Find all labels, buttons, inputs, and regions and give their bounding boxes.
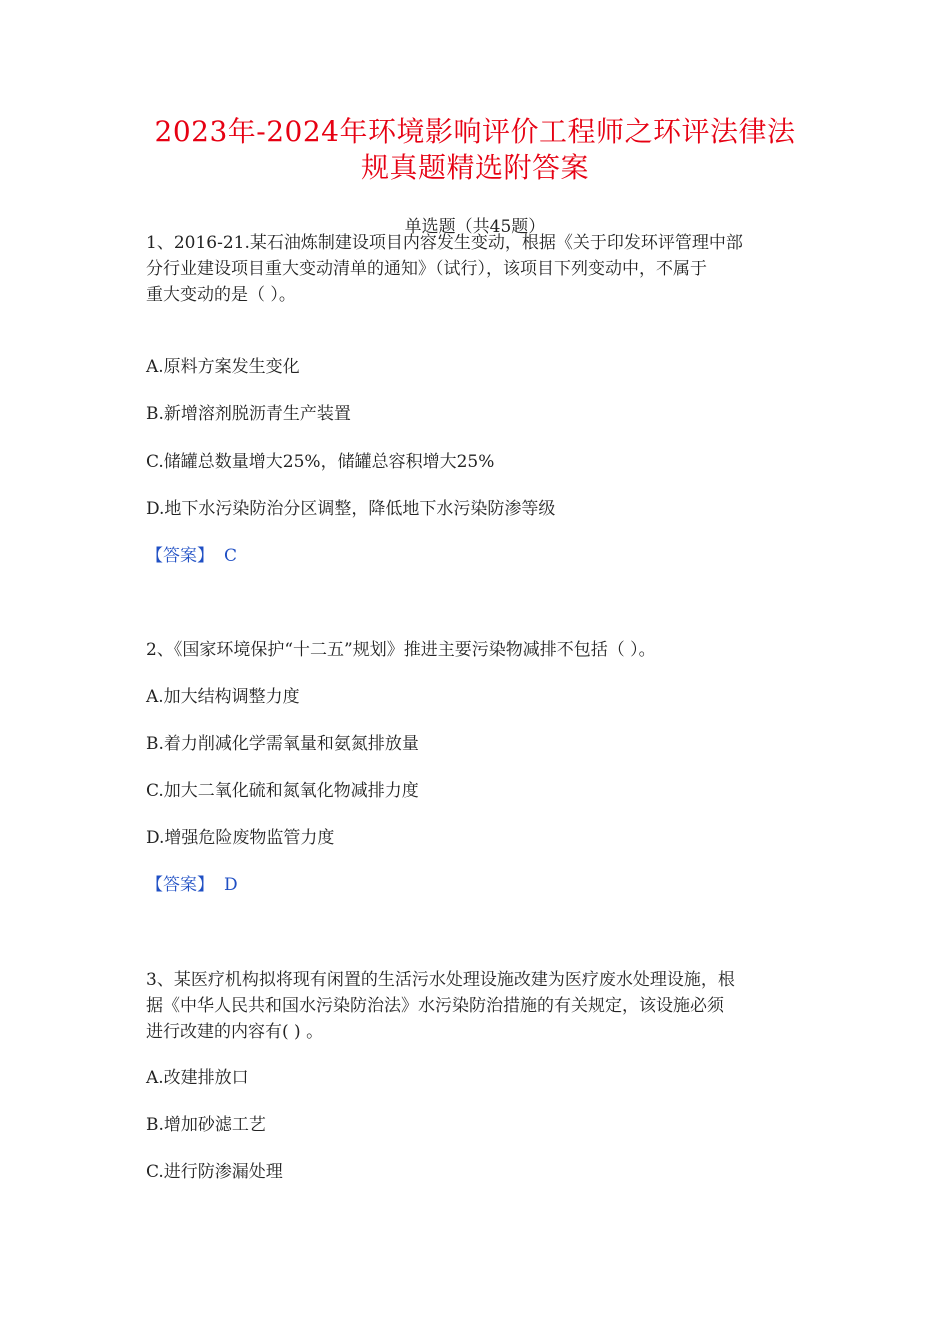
question-2-option-d: D.增强危险废物监管力度 <box>146 828 335 848</box>
question-3-option-a: A.改建排放口 <box>146 1068 249 1088</box>
question-1-option-b: B.新增溶剂脱沥青生产装置 <box>146 404 351 424</box>
question-2-option-a: A.加大结构调整力度 <box>146 687 300 707</box>
question-2-option-b: B.着力削减化学需氧量和氨氮排放量 <box>146 734 419 754</box>
question-1-stem-line-1: 1、2016-21.某石油炼制建设项目内容发生变动，根据《关于印发环评管理中部 <box>146 233 743 253</box>
question-1-option-c: C.储罐总数量增大25%，储罐总容积增大25% <box>146 452 495 472</box>
question-1-answer <box>146 543 846 569</box>
question-1-stem-line-2: 分行业建设项目重大变动清单的通知》（试行），该项目下列变动中，不属于 <box>146 259 707 279</box>
question-2-option-c: C.加大二氧化硫和氮氧化物减排力度 <box>146 781 419 801</box>
question-2-stem-line-1: 2、《国家环境保护“十二五”规划》推进主要污染物减排不包括（ ）。 <box>146 640 656 660</box>
question-3-stem-line-3: 进行改建的内容有( ) 。 <box>146 1022 324 1042</box>
question-3-stem-line-1: 3、某医疗机构拟将现有闲置的生活污水处理设施改建为医疗废水处理设施，根 <box>146 970 735 990</box>
document-title-line-1: 2023年-2024年环境影响评价工程师之环评法律法 <box>154 115 796 148</box>
answer-value: C <box>224 546 238 566</box>
question-3-stem-line-2: 据《中华人民共和国水污染防治法》水污染防治措施的有关规定，该设施必须 <box>146 996 724 1016</box>
question-2-answer <box>146 872 846 898</box>
question-1-option-d: D.地下水污染防治分区调整，降低地下水污染防渗等级 <box>146 499 556 519</box>
section-heading: 单选题（共45题） <box>404 217 546 237</box>
question-3-option-b: B.增加砂滤工艺 <box>146 1115 266 1135</box>
question-1-option-a: A.原料方案发生变化 <box>146 357 300 377</box>
answer-label: 【答案】 <box>146 875 214 895</box>
document-title-line-2: 规真题精选附答案 <box>360 151 589 184</box>
answer-value: D <box>224 875 238 895</box>
question-1-stem-line-3: 重大变动的是（ ）。 <box>146 285 296 305</box>
answer-label: 【答案】 <box>146 546 214 566</box>
question-3-option-c: C.进行防渗漏处理 <box>146 1162 283 1182</box>
